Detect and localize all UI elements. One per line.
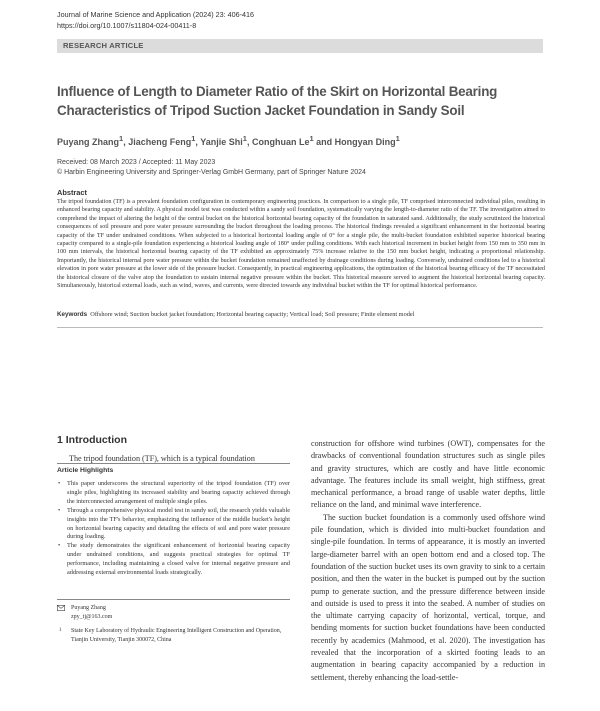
highlight-text: This paper underscores the structural superiority of the tripod foundation (TF) over single piles, highlighting its increased stability and bearing capacity achieved through the interconnected arrangement of multiple single piles. (67, 480, 290, 505)
affiliation-mark: 1 (119, 134, 124, 143)
highlight-item (57, 542, 290, 578)
highlight-item (57, 507, 290, 543)
intro-paragraph: construction for offshore wind turbines (OWT), compensates for the drawbacks of conventional foundation structures such as single piles and gravity structures, which are costly and have little economic advantage. The features include its small weight, high stiffness, great mechanical performance, a broad range of usable water depths, little reliance on the land, and minimal wave interference. (311, 439, 545, 510)
abstract-text: The tripod foundation (TF) is a prevalent foundation configuration in contemporary engineering practices. In comparison to a single pile, TF comprised interconnected individual piles, resulting in enhanced bearing capacity and stability. A physical model test was conducted within a sandy soil foundation, systematically varying the length-to-diameter ratio of the TF. The investigation aimed to comprehend the impact of altering the height of the central bucket on the historical horizontal bearing capacity of the foundation in saturated sand. Additionally, the study scrutinized the historical consequences of soil pressure and pore water pressure surrounding the bucket throughout the loading process. The historical findings revealed a significant enhancement in the horizontal bearing capacity of the TF under undrained conditions. When subjected to a historical horizontal loading angle of 0° for a single pile, the multi-bucket foundation exhibited superior historical bearing capacity compared to a single-pile foundation experiencing a historical loading angle of 180° under pulling conditions. With each historical increment in bucket height from 150 mm to 350 mm in 100 mm intervals, the historical horizontal bearing capacity of the TF exhibited an approximately 75% increase relative to the 150 mm bucket height, indicating a proportional relationship. Importantly, the historical internal pore water pressure within the bucket foundation remained unaffected by drainage conditions during loading. Conversely, undrained conditions led to a historical elevation in pore water pressure at the lower side of the pressure bucket. Consequently, in practical engineering applications, the optimization of the historical bearing efficacy of the TF necessitated the historical closure of the valve atop the foundation to sustain internal negative pressure within the bucket. This historical measure served to augment the historical horizontal bearing capacity. Simultaneously, historical external loads, such as wind, waves, and currents, were directed towards any individual bucket within the TF for optimal historical performance. (57, 199, 545, 290)
doi-link[interactable]: https://doi.org/10.1007/s11804-024-00411-8 (57, 21, 197, 30)
abstract-heading: Abstract (57, 188, 87, 197)
author-separator: , (123, 137, 129, 147)
intro-paragraph: The suction bucket foundation is a commonly used offshore wind pile foundation, which is divided into multi-bucket foundation and single-pile foundation. In terms of appearance, it is mostly an inverted large-diameter barrel with an open bottom end and a closed top. The foundation of the suction bucket uses its own gravity to sink to a certain position, and then the water in the bucket is pumped out by the suction pump to generate suction, and the pressure difference between inside and outside is used to press it into the seabed. A number of studies on the ultimate carrying capacity of horizontal, vertical, torque, and bending moments for suction bucket foundations have been conducted recently by academics (Mahmood, et al. 2020). The investigation has revealed that the incorporation of a skirted footing leads to an augmentation in bearing capacity accompanied by a reduction in settlement, thereby enhancing the load-settle- (311, 512, 545, 682)
author-separator: , (246, 137, 252, 147)
received-accepted: Received: 08 March 2023 / Accepted: 11 May 2023 (57, 159, 216, 166)
article-title: Influence of Length to Diameter Ratio of the Skirt on Horizontal Bearing Characteristics of Tripod Suction Jacket Foundation in Sandy Soil (57, 84, 498, 118)
bullet-icon: • (58, 542, 61, 550)
highlights-heading: Article Highlights (57, 467, 114, 474)
intro-paragraph: The tripod foundation (TF), which is a typical foundation (69, 454, 255, 463)
keywords-text: Offshore wind; Suction bucket jacket foundation; Horizontal bearing capacity; Vertical load; Soil pressure; Finite element model (90, 311, 415, 318)
corresponding-author (57, 604, 290, 621)
correspondence-block (57, 604, 290, 644)
journal-citation: Journal of Marine Science and Application (2024) 23: 406-416 (57, 10, 254, 19)
highlight-text: The study demonstrates the significant enhancement of horizontal bearing capacity under undrained conditions, and suggests practical strategies for optimal TF performance, including maintaining a closed valve for internal negative pressure and addressing external environmental loads strategically. (67, 542, 290, 577)
corresponding-name: Puyang Zhang (71, 605, 106, 611)
keywords (57, 311, 545, 318)
section-heading-introduction: 1 Introduction (57, 434, 127, 446)
journal-header (57, 9, 254, 31)
keywords-label: Keywords (57, 311, 88, 318)
highlight-text: Through a comprehensive physical model test in sandy soil, the research yields valuable insights into the TF's behavior, emphasizing the influence of the middle bucket's height on horizontal bearing capacity and detailing the effects of soil and pore water pressure during loading. (67, 506, 290, 541)
author-separator: and (313, 137, 335, 147)
copyright-line: © Harbin Engineering University and Springer-Verlag GmbH Germany, part of Springer Nature 2024 (57, 169, 366, 176)
author-separator: , (195, 137, 201, 147)
affiliation-number: 1 (59, 628, 62, 633)
highlights-list (57, 480, 290, 578)
article-type-band (57, 39, 543, 53)
intro-right-column (311, 438, 545, 684)
bullet-icon: • (58, 480, 61, 487)
envelope-icon (57, 605, 65, 611)
author-name[interactable]: Jiacheng Feng (128, 137, 192, 147)
author-name[interactable]: Puyang Zhang (57, 137, 120, 147)
highlight-item (57, 480, 290, 507)
intro-left-column (57, 434, 290, 465)
publication-dates (57, 158, 366, 178)
bullet-icon: • (58, 506, 61, 514)
section-divider (57, 327, 543, 328)
author-name[interactable]: Yanjie Shi (200, 137, 243, 147)
affiliation-mark: 1 (242, 134, 247, 143)
author-name[interactable]: Hongyan Ding (334, 137, 396, 147)
author-list (57, 134, 400, 147)
affiliation (57, 627, 290, 644)
affiliation-text: State Key Laboratory of Hydraulic Engineering Intelligent Construction and Operation, Tianjin University, Tianjin 300072, China (71, 628, 282, 643)
corresponding-email[interactable]: zpy_tj@163.com (71, 613, 113, 620)
affiliation-mark: 1 (191, 134, 196, 143)
author-name[interactable]: Conghuan Le (251, 137, 310, 147)
highlights-bottom-rule (57, 599, 290, 600)
affiliation-mark: 1 (309, 134, 314, 143)
affiliation-mark: 1 (395, 134, 400, 143)
highlights-top-rule (57, 463, 290, 464)
article-type-label: RESEARCH ARTICLE (63, 41, 144, 50)
